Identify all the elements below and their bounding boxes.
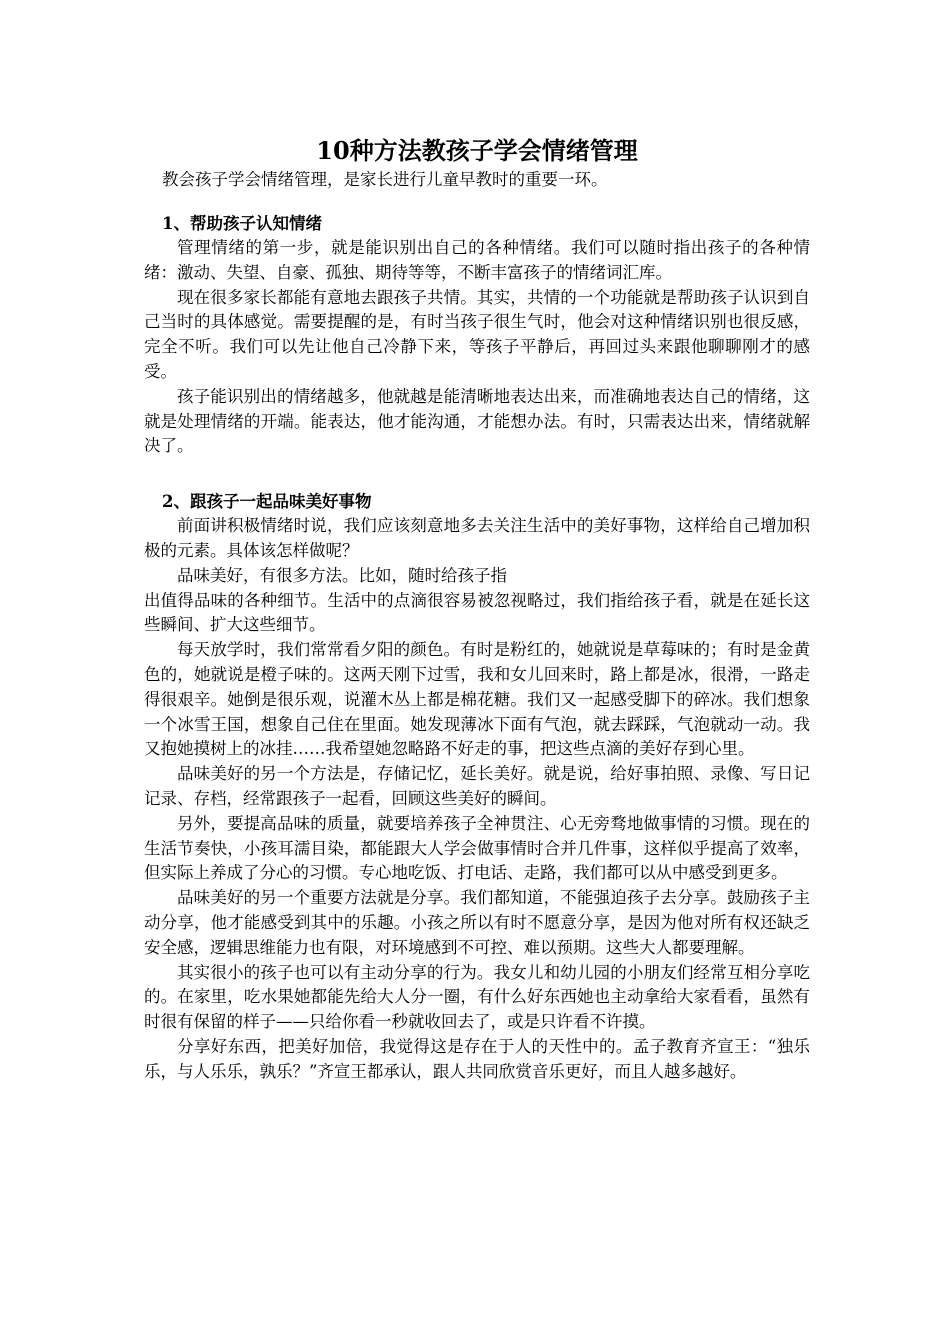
section-2-paragraph: 品味美好的另一个重要方法就是分享。我们都知道，不能强迫孩子去分享。鼓励孩子主动分享，他才能感受到其中的乐趣。小孩之所以有时不愿意分享，是因为他对所有权还缺乏安全感，逻辑思维能力也有限，对环境感到不可控、难以预期。这些大人都要理解。 bbox=[144, 888, 810, 957]
section-2-paragraph: 分享好东西，把美好加倍，我觉得这是存在于人的天性中的。孟子教育齐宣王：“独乐乐，与人乐乐，孰乐？”齐宣王都承认，跟人共同欣赏音乐更好，而且人越多越好。 bbox=[144, 1036, 810, 1081]
section-2-heading: 2、跟孩子一起品味美好事物 bbox=[162, 492, 372, 512]
section-2-paragraph: 其实很小的孩子也可以有主动分享的行为。我女儿和幼儿园的小朋友们经常互相分享吃的。在家里，吃水果她都能先给大人分一圈，有什么好东西她也主动拿给大家看看，虽然有时很有保留的样子——只给你看一秒就收回去了，或是只许看不许摸。 bbox=[144, 962, 810, 1032]
section-2-paragraph: 每天放学时，我们常常看夕阳的颜色。有时是粉红的，她就说是草莓味的；有时是金黄色的，她就说是橙子味的。这两天刚下过雪，我和女儿回来时，路上都是冰，很滑，一路走得很艰辛。她倒是很乐观，说灌木丛上都是棉花糖。我们又一起感受脚下的碎冰。我们想象一个冰雪王国，想象自己住在里面。她发现薄冰下面有气泡，就去踩踩，气泡就动一动。我又抱她摸树上的冰挂……我希望她忽略路不好走的事，把这些点滴的美好存到心里。 bbox=[144, 640, 810, 759]
section-1-heading: 1、帮助孩子认知情绪 bbox=[162, 214, 322, 233]
section-2-paragraph: 另外，要提高品味的质量，就要培养孩子全神贯注、心无旁骛地做事情的习惯。现在的生活节奏快，小孩耳濡目染，都能跟大人学会做事情时合并几件事，这样似乎提高了效率，但实际上养成了分心的习惯。专心地吃饭、打电话、走路，我们都可以从中感受到更多。 bbox=[144, 813, 810, 883]
section-2-paragraph: 前面讲积极情绪时说，我们应该刻意地多去关注生活中的美好事物，这样给自己增加积极的元素。具体该怎样做呢？ bbox=[144, 516, 810, 560]
section-1-paragraph: 孩子能识别出的情绪越多，他就越是能清晰地表达出来，而准确地表达自己的情绪，这就是处理情绪的开端。能表达，他才能沟通，才能想办法。有时，只需表达出来，情绪就解决了。 bbox=[144, 386, 810, 456]
section-2-paragraph: 品味美好的另一个方法是，存储记忆，延长美好。就是说，给好事拍照、录像、写日记记录、存档，经常跟孩子一起看，回顾这些美好的瞬间。 bbox=[144, 764, 810, 808]
section-1-paragraph: 管理情绪的第一步，就是能识别出自己的各种情绪。我们可以随时指出孩子的各种情绪：激动、失望、自豪、孤独、期待等等，不断丰富孩子的情绪词汇库。 bbox=[144, 238, 810, 282]
section-1-paragraph: 现在很多家长都能有意地去跟孩子共情。其实，共情的一个功能就是帮助孩子认识到自己当时的具体感觉。需要提醒的是，有时当孩子很生气时，他会对这种情绪识别也很反感，完全不听。我们可以先让他自己冷静下来，等孩子平静后，再回过头来跟他聊聊刚才的感受。 bbox=[144, 287, 810, 381]
section-2-paragraph: 出值得品味的各种细节。生活中的点滴很容易被忽视略过，我们指给孩子看，就是在延长这些瞬间、扩大这些细节。 bbox=[144, 590, 810, 635]
intro-paragraph: 教会孩子学会情绪管理，是家长进行儿童早教时的重要一环。 bbox=[162, 170, 608, 189]
document-title: 10种方法教孩子学会情绪管理 bbox=[316, 136, 638, 165]
section-2-paragraph: 品味美好，有很多方法。比如，随时给孩子指 bbox=[177, 565, 507, 585]
